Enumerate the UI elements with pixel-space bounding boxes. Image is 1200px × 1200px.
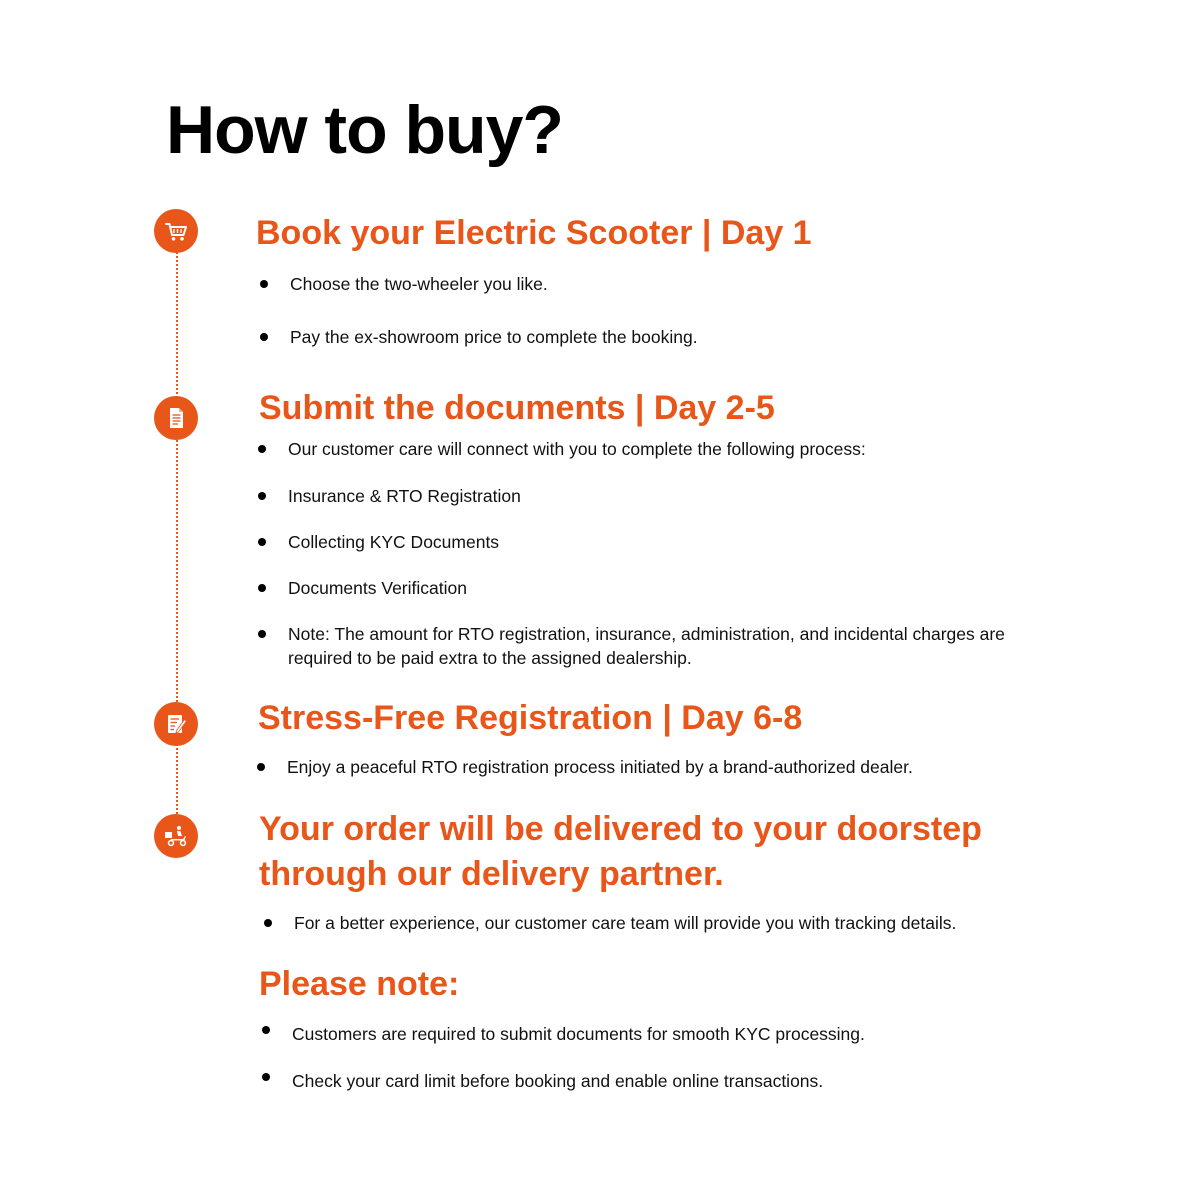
list-item: Check your card limit before booking and enable online transactions. bbox=[292, 1069, 823, 1093]
bullet-dot bbox=[258, 584, 266, 592]
list-item: Insurance & RTO Registration bbox=[288, 484, 521, 508]
list-item: Choose the two-wheeler you like. bbox=[290, 272, 548, 296]
bullet-dot bbox=[258, 538, 266, 546]
step-1-heading: Book your Electric Scooter | Day 1 bbox=[256, 214, 812, 252]
list-item: Documents Verification bbox=[288, 576, 467, 600]
list-item: Enjoy a peaceful RTO registration process initiated by a brand-authorized dealer. bbox=[287, 755, 913, 779]
timeline-connector bbox=[176, 232, 178, 838]
document-icon bbox=[154, 396, 198, 440]
bullet-dot bbox=[260, 280, 268, 288]
step-4-heading-line-1: Your order will be delivered to your doorstep bbox=[259, 810, 982, 848]
bullet-dot bbox=[262, 1026, 270, 1034]
list-item: Pay the ex-showroom price to complete the booking. bbox=[290, 325, 698, 349]
bullet-dot bbox=[264, 919, 272, 927]
list-item: Our customer care will connect with you to complete the following process: bbox=[288, 437, 866, 461]
list-item: For a better experience, our customer care team will provide you with tracking details. bbox=[294, 911, 956, 935]
step-3-heading: Stress-Free Registration | Day 6-8 bbox=[258, 699, 803, 737]
delivery-scooter-icon bbox=[154, 814, 198, 858]
bullet-dot bbox=[258, 630, 266, 638]
step-4-heading-line-2: through our delivery partner. bbox=[259, 855, 724, 893]
page-title: How to buy? bbox=[166, 92, 563, 168]
bullet-dot bbox=[260, 333, 268, 341]
list-item: Note: The amount for RTO registration, insurance, administration, and incidental charges are required to be paid extra to the assigned dealership. bbox=[288, 622, 1008, 670]
list-item: Customers are required to submit documents for smooth KYC processing. bbox=[292, 1022, 865, 1046]
step-2-heading: Submit the documents | Day 2-5 bbox=[259, 389, 775, 427]
note-heading: Please note: bbox=[259, 965, 460, 1003]
bullet-dot bbox=[258, 492, 266, 500]
registration-form-icon bbox=[154, 702, 198, 746]
bullet-dot bbox=[257, 763, 265, 771]
bullet-dot bbox=[262, 1073, 270, 1081]
cart-icon bbox=[154, 209, 198, 253]
bullet-dot bbox=[258, 445, 266, 453]
list-item: Collecting KYC Documents bbox=[288, 530, 499, 554]
